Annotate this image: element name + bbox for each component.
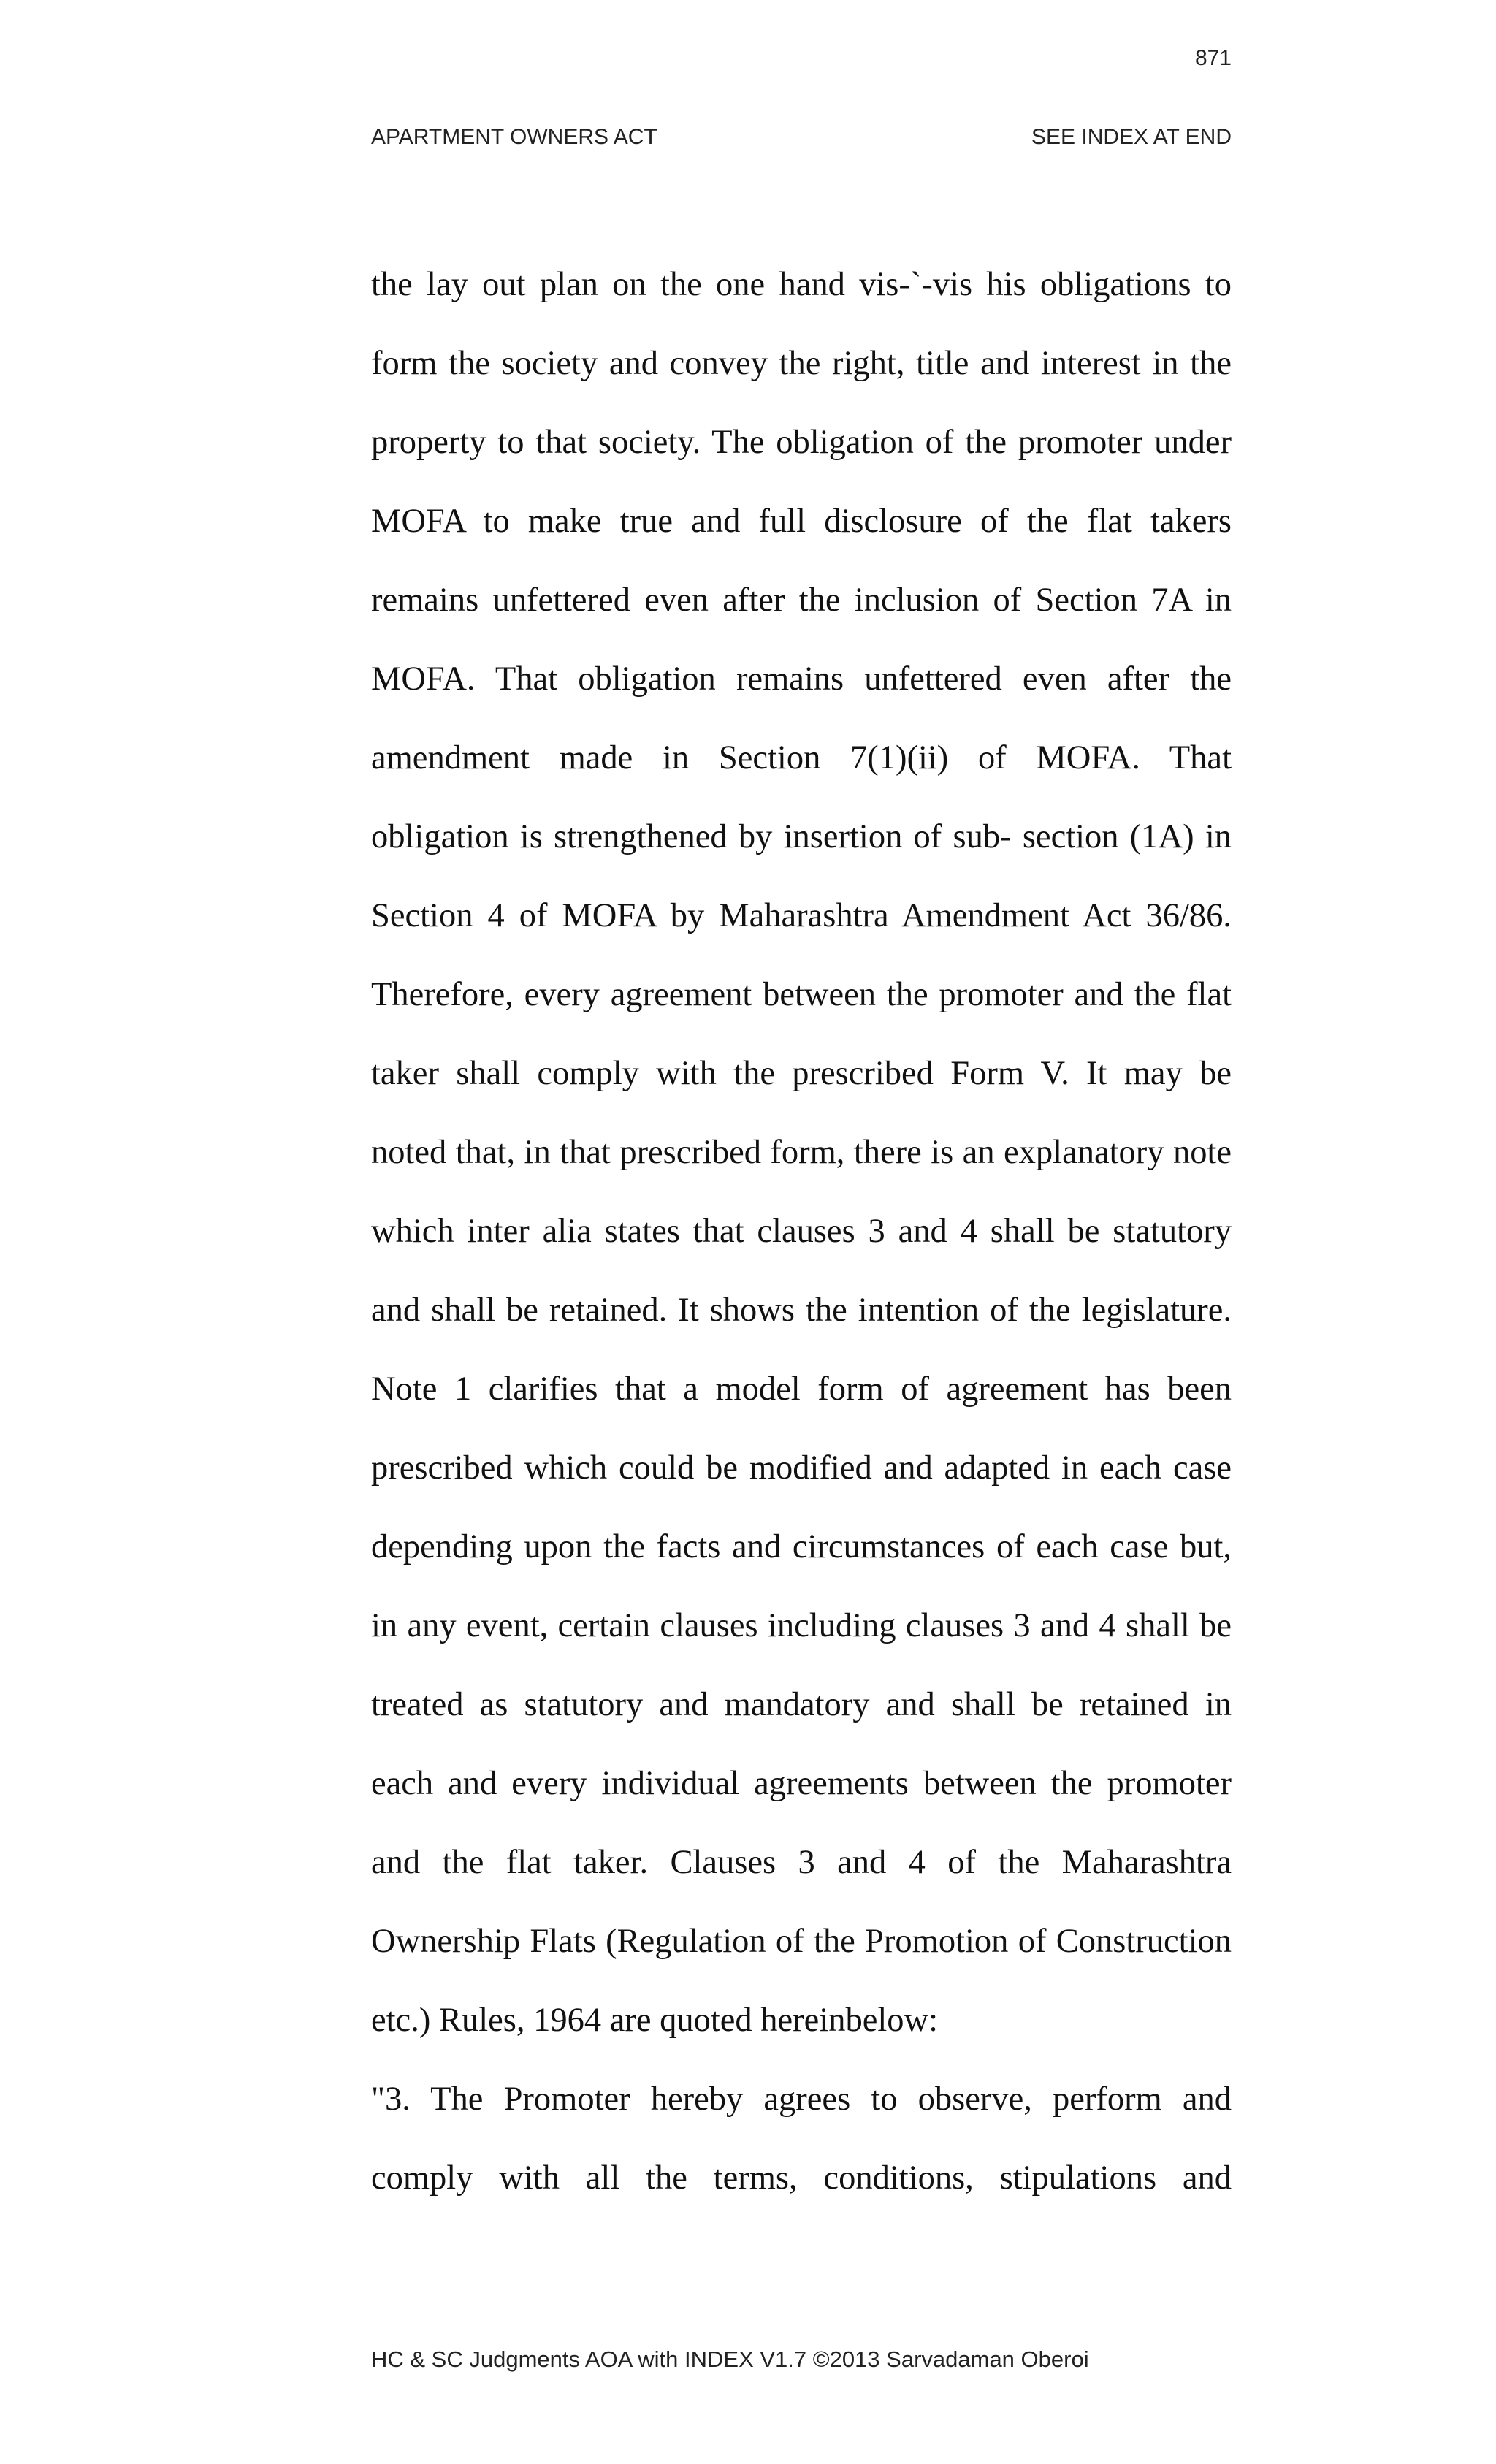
body-line: which inter alia states that clauses 3 and 4 shall be statutory <box>371 1213 1232 1250</box>
body-line: Section 4 of MOFA by Maharashtra Amendment Act 36/86. <box>371 897 1232 934</box>
body-line: taker shall comply with the prescribed Form V. It may be <box>371 1055 1232 1092</box>
body-line: treated as statutory and mandatory and shall be retained in <box>371 1686 1232 1723</box>
body-line: and the flat taker. Clauses 3 and 4 of the Maharashtra <box>371 1844 1232 1881</box>
body-line: Note 1 clarifies that a model form of agreement has been <box>371 1370 1232 1408</box>
body-line: obligation is strengthened by insertion of sub- section (1A) in <box>371 818 1232 855</box>
body-line: MOFA to make true and full disclosure of the flat takers <box>371 503 1232 540</box>
body-line: prescribed which could be modified and adapted in each case <box>371 1449 1232 1487</box>
page-footer: HC & SC Judgments AOA with INDEX V1.7 ©2013 Sarvadaman Oberoi <box>371 2346 1089 2372</box>
body-line: and shall be retained. It shows the intention of the legislature. <box>371 1292 1232 1329</box>
body-line: MOFA. That obligation remains unfettered even after the <box>371 660 1232 698</box>
body-line: depending upon the facts and circumstances of each case but, <box>371 1528 1232 1565</box>
page-number: 871 <box>1194 46 1232 70</box>
body-line: noted that, in that prescribed form, there is an explanatory note <box>371 1134 1232 1171</box>
running-header-index-note: SEE INDEX AT END <box>1031 125 1232 149</box>
quoted-clause-line: comply with all the terms, conditions, stipulations and <box>371 2159 1232 2197</box>
body-line: etc.) Rules, 1964 are quoted hereinbelow: <box>371 2002 939 2039</box>
body-line: each and every individual agreements between the promoter <box>371 1765 1232 1802</box>
body-line: Ownership Flats (Regulation of the Promotion of Construction <box>371 1923 1232 1960</box>
body-line: in any event, certain clauses including clauses 3 and 4 shall be <box>371 1607 1232 1644</box>
running-header-title: APARTMENT OWNERS ACT <box>371 125 657 149</box>
body-line: Therefore, every agreement between the promoter and the flat <box>371 976 1232 1013</box>
body-line: the lay out plan on the one hand vis-`-vis his obligations to <box>371 266 1232 303</box>
body-line: amendment made in Section 7(1)(ii) of MOFA. That <box>371 739 1232 777</box>
quoted-clause-line: "3. The Promoter hereby agrees to observe, perform and <box>371 2080 1232 2118</box>
body-line: remains unfettered even after the inclusion of Section 7A in <box>371 581 1232 619</box>
body-line: form the society and convey the right, title and interest in the <box>371 345 1232 382</box>
body-line: property to that society. The obligation of the promoter under <box>371 424 1232 461</box>
judgment-body-text <box>371 263 1232 2235</box>
